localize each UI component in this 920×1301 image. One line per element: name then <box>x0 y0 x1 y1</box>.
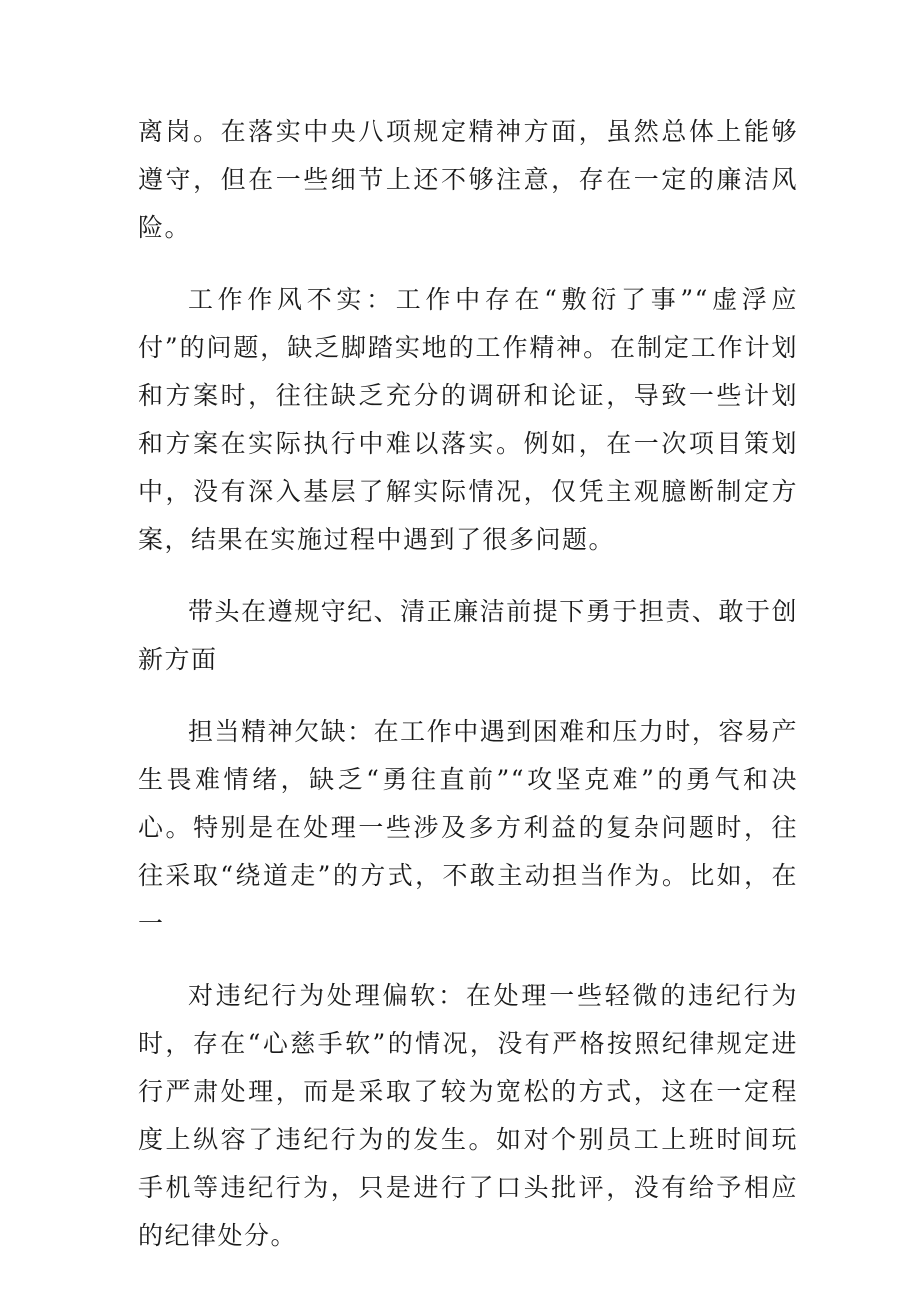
paragraph-work-style: 工作作风不实：工作中存在“敷衍了事”“虚浮应付”的问题，缺乏脚踏实地的工作精神。在制定工作计划和方案时，往往缺乏充分的调研和论证，导致一些计划和方案在实际执行中难以落实。例如，在一次项目策划中，没有深入基层了解实际情况，仅凭主观臆断制定方案，结果在实施过程中遇到了很多问题。 <box>138 285 798 554</box>
section-heading: 带头在遵规守纪、清正廉洁前提下勇于担责、敢于创新方面 <box>138 597 798 674</box>
paragraph-continuation: 离岗。在落实中央八项规定精神方面，虽然总体上能够遵守，但在一些细节上还不够注意，存在一定的廉洁风险。 <box>138 117 798 242</box>
paragraph-responsibility: 担当精神欠缺：在工作中遇到困难和压力时，容易产生畏难情绪，缺乏“勇往直前”“攻坚克难”的勇气和决心。特别是在处理一些涉及多方利益的复杂问题时，往往采取“绕道走”的方式，不敢主动担当作为。比如，在一 <box>138 717 798 938</box>
paragraph-discipline: 对违纪行为处理偏软：在处理一些轻微的违纪行为时，存在“心慈手软”的情况，没有严格按照纪律规定进行严肃处理，而是采取了较为宽松的方式，这在一定程度上纵容了违纪行为的发生。如对个别员工上班时间玩手机等违纪行为，只是进行了口头批评，没有给予相应的纪律处分。 <box>138 981 798 1250</box>
document-body <box>138 108 798 1284</box>
